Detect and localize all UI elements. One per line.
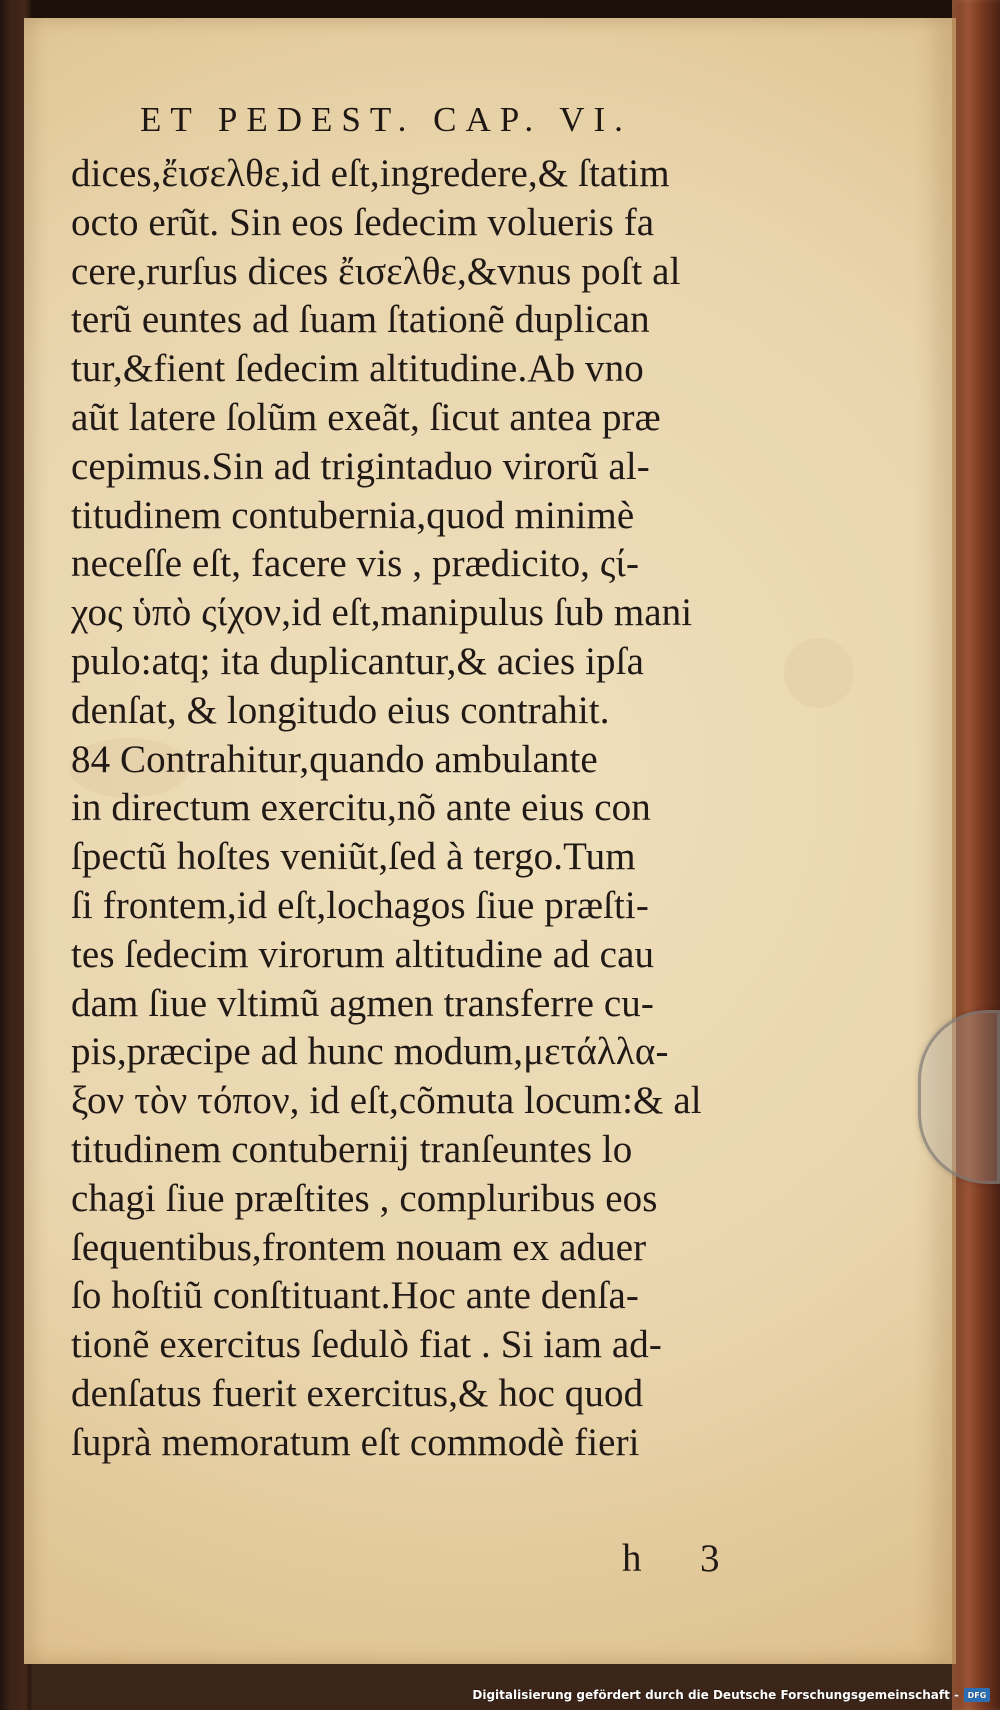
- text-line: tionẽ exercitus ſedulò fiat . Si iam ad-: [71, 1323, 662, 1367]
- text-line: ſpectũ hoſtes veniũt,ſed à tergo.Tum: [71, 835, 636, 879]
- text-line: titudinem contubernia,quod minimè: [71, 493, 635, 537]
- text-line: dam ſiue vltimũ agmen transferre cu-: [71, 981, 654, 1025]
- text-line: 84 Contrahitur,quando ambulante: [71, 737, 598, 781]
- text-line: ſequentibus,frontem nouam ex aduer: [71, 1225, 647, 1269]
- text-line: in directum exercitu,nõ ante eius con: [71, 786, 651, 830]
- text-line: ſuprà memoratum eſt commodè fieri: [71, 1420, 640, 1464]
- digitization-credit: [472, 1685, 990, 1705]
- credit-text: Digitalisierung gefördert durch die Deutsche Forschungsgemeinschaft -: [472, 1688, 959, 1702]
- dfg-logo: DFG: [964, 1688, 990, 1702]
- text-line: terũ euntes ad ſuam ſtationẽ duplican: [71, 298, 650, 342]
- text-line: aũt latere ſolũm exeãt, ſicut antea præ: [71, 395, 661, 439]
- text-line: titudinem contubernij tranſeuntes lo: [71, 1127, 633, 1171]
- page-number: 3: [700, 1537, 720, 1580]
- text-line: cepimus.Sin ad trigintaduo virorũ al-: [71, 444, 650, 488]
- text-line: chagi ſiue præſtites , compluribus eos: [71, 1176, 658, 1220]
- text-line: tes ſedecim virorum altitudine ad cau: [71, 932, 655, 976]
- book-edge: [952, 0, 1000, 1710]
- text-line: cere,rurſus dices ἔισελθε,&vnus poſt al: [71, 249, 681, 293]
- text-line: pulo:atq; ita duplicantur,& acies ipſa: [71, 639, 644, 683]
- text-line: denſatus fuerit exercitus,& hoc quod: [71, 1371, 644, 1415]
- text-line: neceſſe eſt, facere vis , prædicito, ςί-: [71, 542, 640, 586]
- page-text: [71, 150, 813, 1468]
- text-line: denſat, & longitudo eius contrahit.: [71, 688, 610, 732]
- signature-mark: h: [622, 1537, 642, 1580]
- running-head: ET PEDEST. CAP. VI.: [140, 100, 632, 139]
- text-line: ξον τὸν τόπον, id eſt,cõmuta locum:& al: [71, 1079, 702, 1123]
- text-line: dices,ἔισελθε,id eſt,ingredere,& ſtatim: [71, 152, 670, 195]
- text-line: octo erũt. Sin eos ſedecim volueris fa: [71, 200, 655, 244]
- scanned-page: [24, 18, 956, 1664]
- text-line: tur,&fient ſedecim altitudine.Ab vno: [71, 347, 644, 391]
- text-line: ſi frontem,id eſt,lochagos ſiue præſti-: [71, 883, 649, 927]
- text-line: pis,præcipe ad hunc modum,μετάλλα-: [71, 1030, 669, 1074]
- text-line: χος ὑπὸ ςίχον,id eſt,manipulus ſub mani: [71, 591, 693, 635]
- text-line: ſo hoſtiũ conſtituant.Hoc ante denſa-: [71, 1274, 639, 1318]
